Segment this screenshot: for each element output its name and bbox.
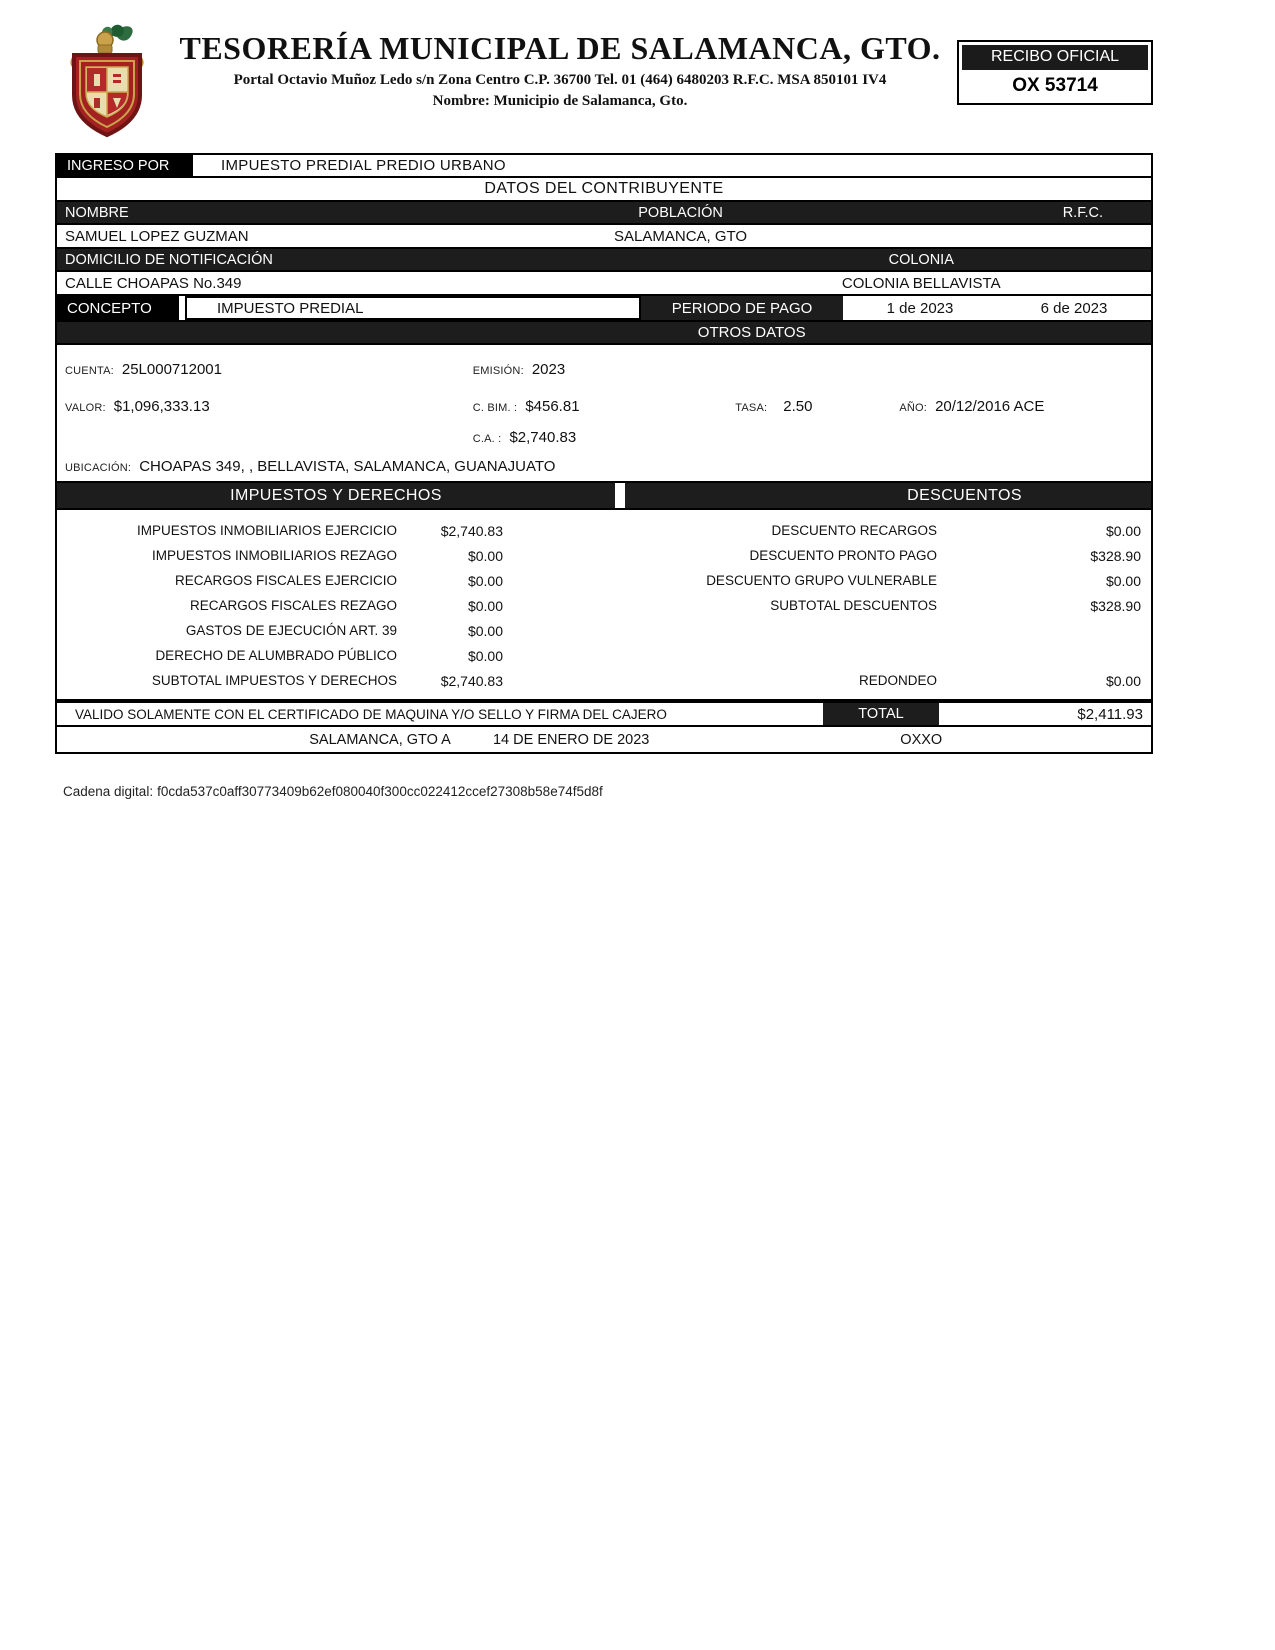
discount-label: REDONDEO [858,673,937,688]
charge-value: $0.00 [467,597,503,614]
cuenta-emision-row [57,361,1151,378]
cashier-text: OXXO [900,731,943,748]
table-row [57,518,1151,543]
charge-label: IMPUESTOS INMOBILIARIOS EJERCICIO [136,523,397,538]
charge-value: $0.00 [467,622,503,639]
charge-label: DERECHO DE ALUMBRADO PÚBLICO [155,648,397,663]
concepto-row [57,296,1151,322]
emision-label: EMISIÓN: [472,365,524,377]
valor-field [57,398,473,415]
ingreso-por-label: INGRESO POR [57,155,193,176]
ca-row [57,429,1151,446]
domicilio-header-band [57,249,1151,272]
charges-discounts-band [57,483,1151,508]
descuentos-title: DESCUENTOS [625,483,1151,508]
anio-value: 20/12/2016 ACE [935,398,1045,415]
receipt-official-label: RECIBO OFICIAL [962,45,1148,70]
ingreso-por-value: IMPUESTO PREDIAL PREDIO URBANO [221,157,506,174]
periodo-inicio-value: 1 de 2023 [886,299,954,317]
table-row [57,568,1151,593]
discount-label: DESCUENTO RECARGOS [771,523,937,538]
charge-label: RECARGOS FISCALES REZAGO [189,598,397,613]
otros-datos-band [57,322,1151,345]
coat-of-arms-svg [55,22,159,140]
table-row [57,543,1151,568]
anio-label: AÑO: [899,402,928,414]
discount-label: DESCUENTO PRONTO PAGO [749,548,937,563]
date-text: 14 DE ENERO DE 2023 [492,731,650,748]
table-row [57,668,1151,693]
contribuyente-values-row [57,225,1151,249]
valor-cbim-tasa-anio-row [57,398,1151,415]
otros-datos-title: OTROS DATOS [697,324,806,341]
nombre-value: SAMUEL LOPEZ GUZMAN [65,227,249,245]
ca-value: $2,740.83 [509,429,577,446]
ingreso-por-row [57,155,1151,178]
charge-label: GASTOS DE EJECUCIÓN ART. 39 [185,623,397,638]
document-header [55,18,1153,145]
datos-contribuyente-title: DATOS DEL CONTRIBUYENTE [57,178,1151,202]
domicilio-value: CALLE CHOAPAS No.349 [65,274,242,292]
cadena-digital-label: Cadena digital: [63,784,154,799]
place-text: SALAMANCA, GTO A [309,731,451,748]
poblacion-label: POBLACIÓN [638,204,723,221]
ca-field [473,429,736,446]
periodo-fin-value: 6 de 2023 [1040,299,1108,317]
table-row [57,618,1151,643]
tasa-label: TASA: [735,402,768,414]
rfc-label: R.F.C. [1062,204,1103,221]
table-row [57,643,1151,668]
charge-label: SUBTOTAL IMPUESTOS Y DERECHOS [151,673,397,688]
table-row [57,593,1151,618]
emision-field [473,361,736,378]
receipt-document [55,18,1153,799]
cuenta-field [57,361,473,378]
ubicacion-row [57,458,1151,475]
cuenta-value: 25L000712001 [121,361,222,378]
charge-value: $2,740.83 [440,672,503,689]
cuenta-label: CUENTA: [65,365,114,377]
cadena-digital-line [55,784,1153,799]
contribuyente-header-band [57,202,1151,225]
salamanca-coat-of-arms-logo-icon [55,18,163,145]
periodo-de-pago-label: PERIODO DE PAGO [641,296,843,320]
cbim-label: C. BIM. : [472,402,518,414]
charge-value: $0.00 [467,547,503,564]
header-text-block [163,18,957,110]
otros-datos-content [57,345,1151,483]
emision-value: 2023 [531,361,566,378]
charge-label: IMPUESTOS INMOBILIARIOS REZAGO [151,548,397,563]
receipt-number: OX 53714 [1012,75,1098,96]
ca-label: C.A. : [472,433,502,445]
tasa-field [735,398,899,415]
total-label: TOTAL [823,703,939,725]
domicilio-values-row [57,272,1151,296]
charge-value: $2,740.83 [440,522,503,539]
cbim-field [473,398,736,415]
charge-value: $0.00 [467,647,503,664]
total-row [57,701,1151,727]
discount-value: $0.00 [1105,572,1141,589]
charge-value: $0.00 [467,572,503,589]
discount-value: $328.90 [1090,547,1141,564]
impuestos-derechos-title: IMPUESTOS Y DERECHOS [57,483,615,508]
discount-value: $0.00 [1105,672,1141,689]
valor-label: VALOR: [65,402,106,414]
concepto-value: IMPUESTO PREDIAL [185,296,641,320]
ubicacion-value: CHOAPAS 349, , BELLAVISTA, SALAMANCA, GUANAJUATO [139,458,556,475]
total-value: $2,411.93 [1077,705,1143,723]
poblacion-value: SALAMANCA, GTO [614,227,748,245]
cbim-value: $456.81 [525,398,580,415]
domicilio-label: DOMICILIO DE NOTIFICACIÓN [65,251,273,268]
concepto-label: CONCEPTO [57,296,179,320]
place-date-row [57,727,1151,752]
colonia-label: COLONIA [888,251,954,268]
discount-label: SUBTOTAL DESCUENTOS [770,598,937,613]
cadena-digital-hash: f0cda537c0aff30773409b62ef080040f300cc022412ccef27308b58e74f5d8f [157,784,603,799]
colonia-value: COLONIA BELLAVISTA [841,274,1001,292]
institution-address: Portal Octavio Muñoz Ledo s/n Zona Centro C.P. 36700 Tel. 01 (464) 6480203 R.F.C. MSA 850101 IV4 [233,71,887,88]
ubicacion-field [57,458,555,475]
receipt-number-box [957,40,1153,105]
charge-label: RECARGOS FISCALES EJERCICIO [174,573,397,588]
charges-discounts-table [57,508,1151,701]
validity-note: VALIDO SOLAMENTE CON EL CERTIFICADO DE MAQUINA Y/O SELLO Y FIRMA DEL CAJERO [75,706,667,722]
discount-value: $328.90 [1090,597,1141,614]
nombre-label: NOMBRE [65,204,129,221]
institution-name-line: Nombre: Municipio de Salamanca, Gto. [432,92,688,109]
receipt-table [55,153,1153,754]
anio-field [899,398,1151,415]
institution-title: TESORERÍA MUNICIPAL DE SALAMANCA, GTO. [179,30,941,66]
tasa-value: 2.50 [783,398,813,415]
discount-label: DESCUENTO GRUPO VULNERABLE [706,573,937,588]
valor-value: $1,096,333.13 [113,398,210,415]
discount-value: $0.00 [1105,522,1141,539]
ubicacion-label: UBICACIÓN: [65,462,132,474]
